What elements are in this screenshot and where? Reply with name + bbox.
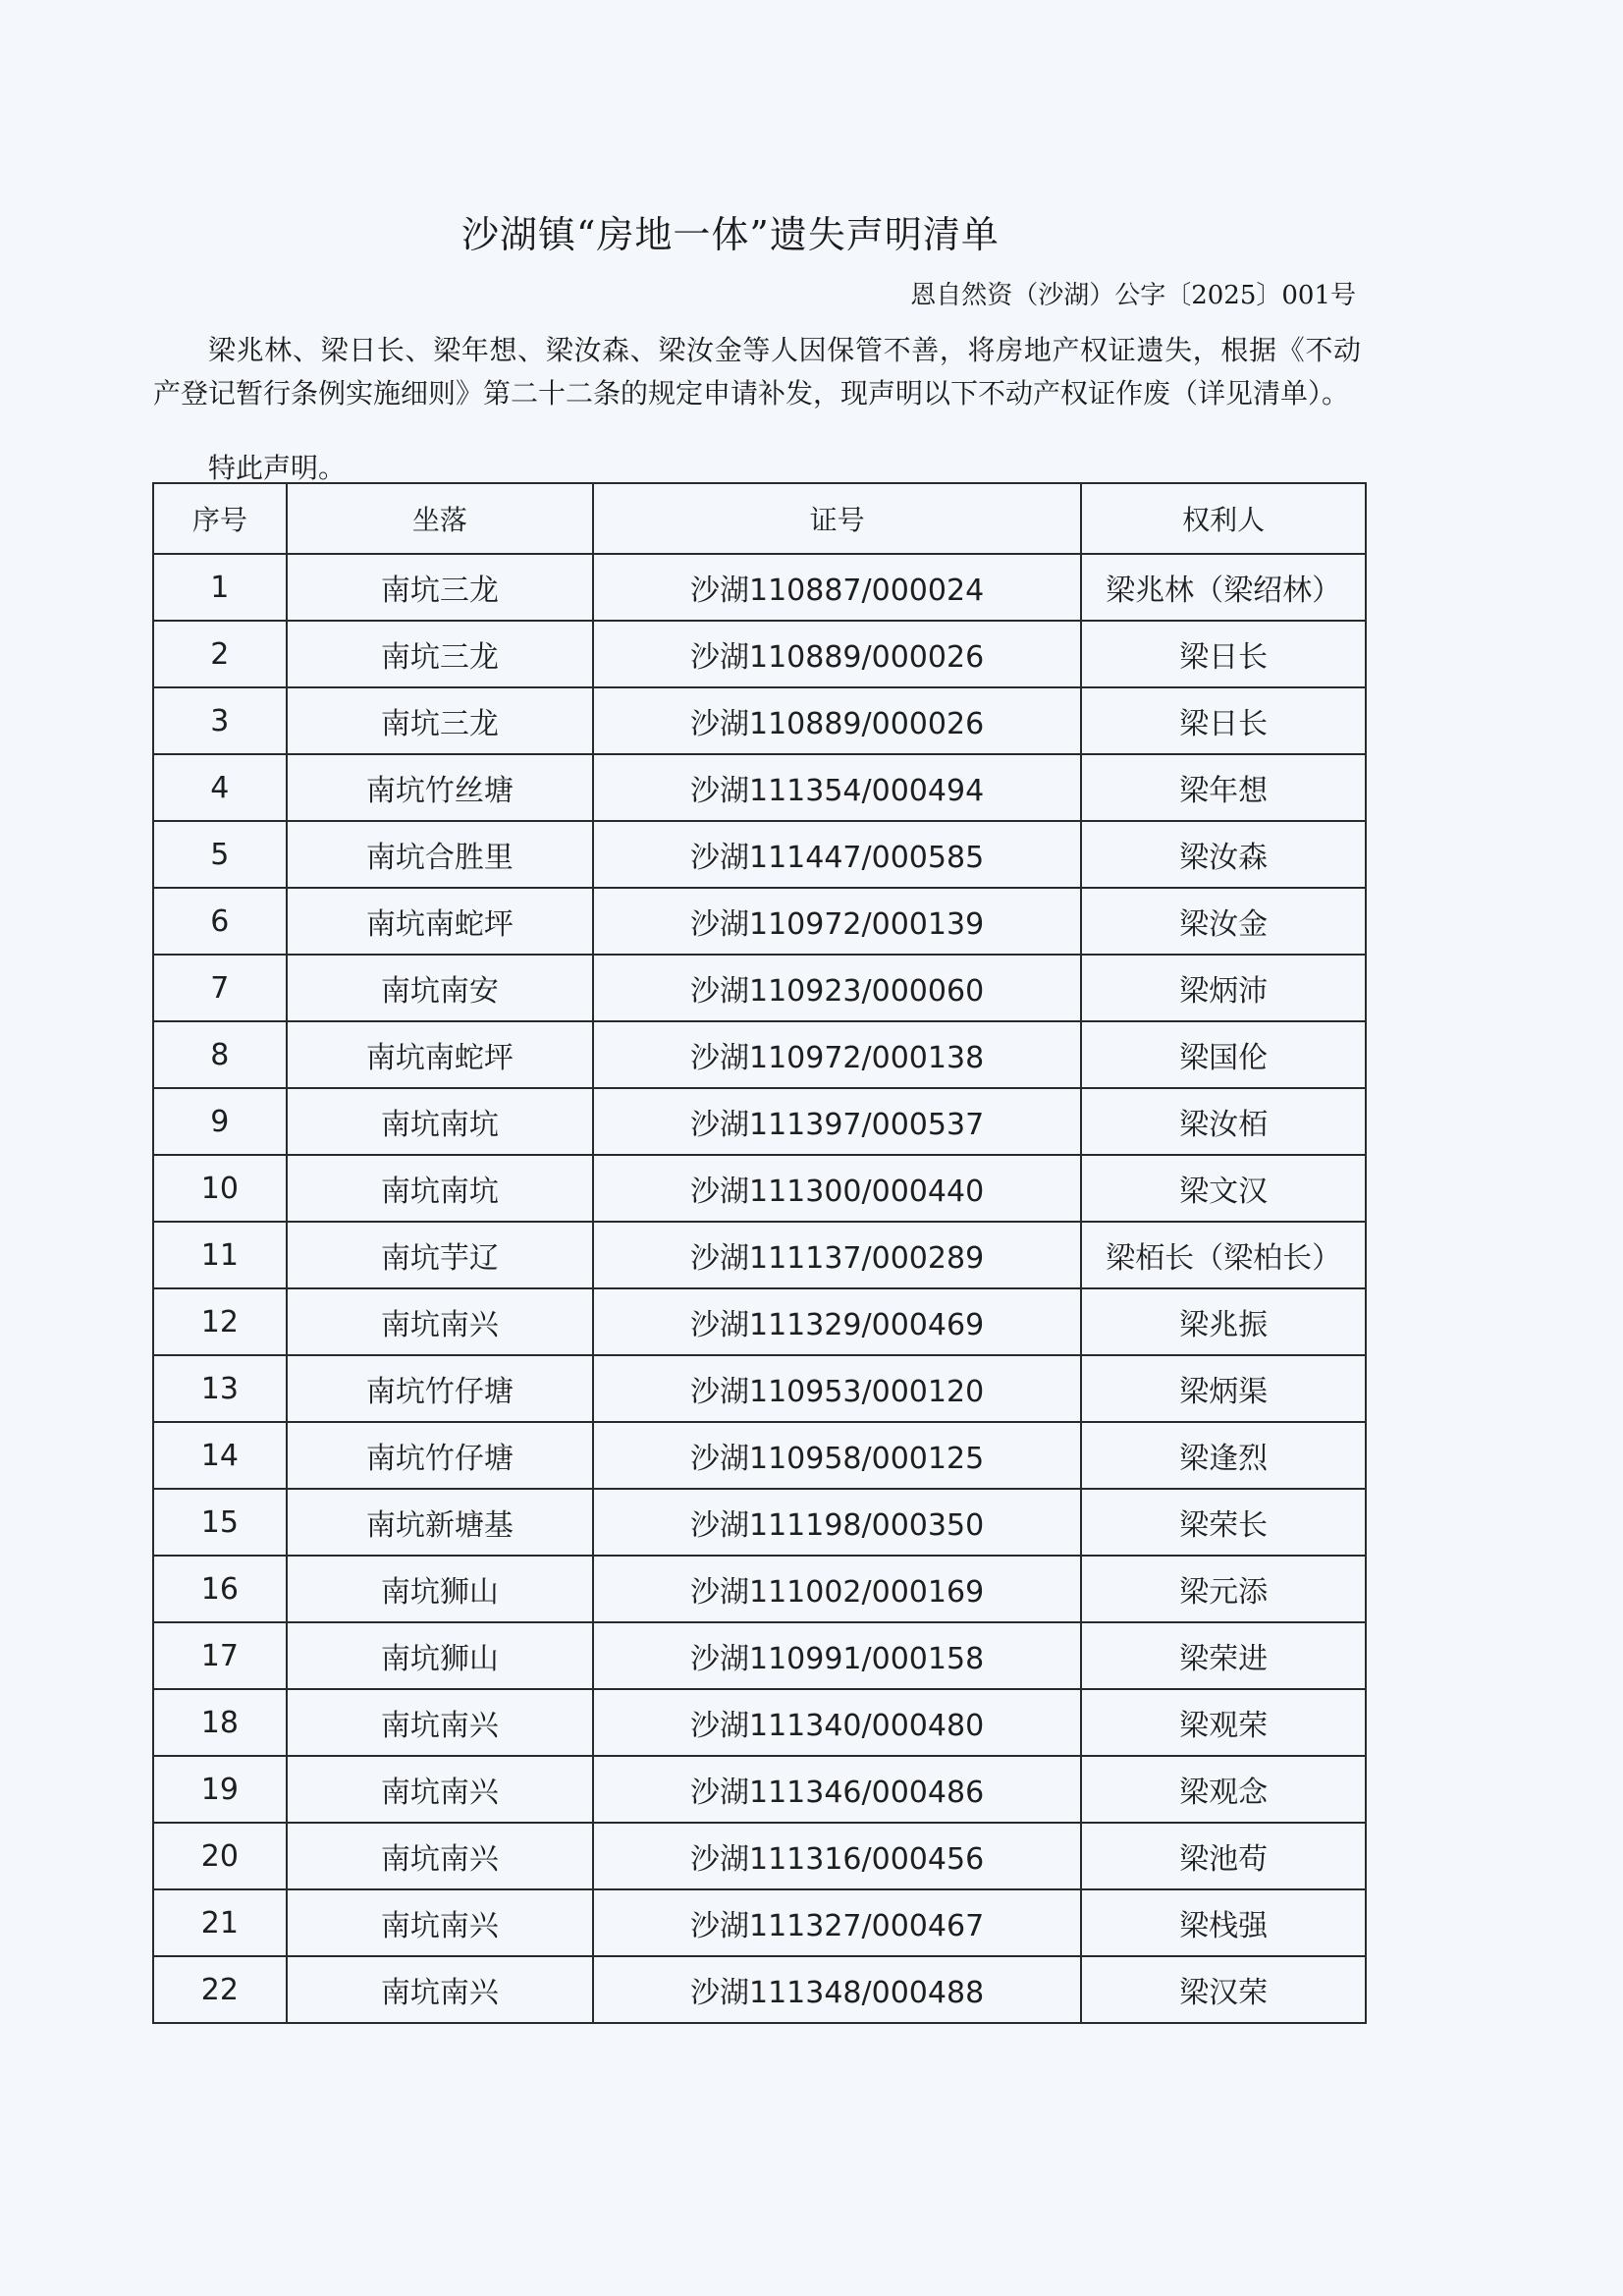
lost-certificate-table	[152, 482, 1367, 2024]
declaration-body	[153, 329, 1361, 415]
cell-location: 南坑三龙	[287, 554, 593, 621]
cell-seq: 13	[153, 1355, 287, 1422]
cell-location: 南坑新塘基	[287, 1489, 593, 1556]
cell-cert-no: 沙湖110972/000139	[593, 888, 1081, 955]
table-row	[153, 1689, 1366, 1756]
cell-location: 南坑南兴	[287, 1823, 593, 1889]
cell-cert-no: 沙湖110972/000138	[593, 1021, 1081, 1088]
cell-cert-no: 沙湖111348/000488	[593, 1956, 1081, 2023]
cell-seq: 12	[153, 1288, 287, 1355]
header-cert-no: 证号	[593, 483, 1081, 554]
table-row	[153, 621, 1366, 687]
cell-owner: 梁汝森	[1081, 821, 1366, 888]
cell-cert-no: 沙湖111340/000480	[593, 1689, 1081, 1756]
cell-seq: 16	[153, 1556, 287, 1622]
cell-seq: 5	[153, 821, 287, 888]
cell-seq: 22	[153, 1956, 287, 2023]
cell-location: 南坑南兴	[287, 1956, 593, 2023]
cell-seq: 21	[153, 1889, 287, 1956]
cell-location: 南坑竹丝塘	[287, 754, 593, 821]
cell-seq: 15	[153, 1489, 287, 1556]
cell-seq: 1	[153, 554, 287, 621]
cell-location: 南坑南兴	[287, 1689, 593, 1756]
cell-owner: 梁兆林（梁绍林）	[1081, 554, 1366, 621]
cell-owner: 梁炳渠	[1081, 1355, 1366, 1422]
cell-seq: 20	[153, 1823, 287, 1889]
cell-cert-no: 沙湖111002/000169	[593, 1556, 1081, 1622]
cell-owner: 梁兆振	[1081, 1288, 1366, 1355]
table-row	[153, 554, 1366, 621]
cell-seq: 7	[153, 955, 287, 1021]
cell-cert-no: 沙湖110923/000060	[593, 955, 1081, 1021]
cell-owner: 梁文汉	[1081, 1155, 1366, 1222]
cell-cert-no: 沙湖111327/000467	[593, 1889, 1081, 1956]
cell-cert-no: 沙湖111397/000537	[593, 1088, 1081, 1155]
cell-location: 南坑三龙	[287, 687, 593, 754]
cell-seq: 4	[153, 754, 287, 821]
cell-location: 南坑狮山	[287, 1556, 593, 1622]
cell-cert-no: 沙湖111354/000494	[593, 754, 1081, 821]
cell-cert-no: 沙湖111300/000440	[593, 1155, 1081, 1222]
cell-seq: 11	[153, 1222, 287, 1288]
cell-location: 南坑竹仔塘	[287, 1422, 593, 1489]
cell-owner: 梁炳沛	[1081, 955, 1366, 1021]
table-row	[153, 754, 1366, 821]
declaration-paragraph: 梁兆林、梁日长、梁年想、梁汝森、梁汝金等人因保管不善，将房地产权证遗失，根据《不动产登记暂行条例实施细则》第二十二条的规定申请补发，现声明以下不动产权证作废（详见清单）。	[153, 334, 1361, 410]
cell-location: 南坑合胜里	[287, 821, 593, 888]
table-row	[153, 1088, 1366, 1155]
cell-owner: 梁汉荣	[1081, 1956, 1366, 2023]
cell-location: 南坑南蛇坪	[287, 1021, 593, 1088]
cell-location: 南坑三龙	[287, 621, 593, 687]
cell-owner: 梁栈强	[1081, 1889, 1366, 1956]
cell-location: 南坑竹仔塘	[287, 1355, 593, 1422]
table-row	[153, 1622, 1366, 1689]
table-row	[153, 1288, 1366, 1355]
table-body	[153, 554, 1366, 2023]
table-row	[153, 1956, 1366, 2023]
table-row	[153, 888, 1366, 955]
cell-cert-no: 沙湖110889/000026	[593, 621, 1081, 687]
table-row	[153, 1422, 1366, 1489]
cell-location: 南坑狮山	[287, 1622, 593, 1689]
cell-cert-no: 沙湖111198/000350	[593, 1489, 1081, 1556]
header-owner: 权利人	[1081, 483, 1366, 554]
cell-seq: 6	[153, 888, 287, 955]
cell-location: 南坑南兴	[287, 1756, 593, 1823]
cell-location: 南坑南安	[287, 955, 593, 1021]
cell-seq: 19	[153, 1756, 287, 1823]
table-row	[153, 1222, 1366, 1288]
cell-seq: 17	[153, 1622, 287, 1689]
cell-seq: 18	[153, 1689, 287, 1756]
cell-seq: 14	[153, 1422, 287, 1489]
table-row	[153, 1756, 1366, 1823]
cell-owner: 梁荣进	[1081, 1622, 1366, 1689]
cell-owner: 梁日长	[1081, 621, 1366, 687]
cell-cert-no: 沙湖111329/000469	[593, 1288, 1081, 1355]
cell-cert-no: 沙湖110958/000125	[593, 1422, 1081, 1489]
cell-owner: 梁栢长（梁柏长）	[1081, 1222, 1366, 1288]
cell-owner: 梁逢烈	[1081, 1422, 1366, 1489]
cell-seq: 3	[153, 687, 287, 754]
cell-cert-no: 沙湖111447/000585	[593, 821, 1081, 888]
cell-location: 南坑南兴	[287, 1889, 593, 1956]
cell-owner: 梁观荣	[1081, 1689, 1366, 1756]
cell-owner: 梁年想	[1081, 754, 1366, 821]
cell-location: 南坑南蛇坪	[287, 888, 593, 955]
cell-owner: 梁元添	[1081, 1556, 1366, 1622]
table-row	[153, 687, 1366, 754]
table-row	[153, 1823, 1366, 1889]
header-seq: 序号	[153, 483, 287, 554]
cell-owner: 梁汝栢	[1081, 1088, 1366, 1155]
declaration-closing: 特此声明。	[208, 452, 347, 484]
cell-owner: 梁荣长	[1081, 1489, 1366, 1556]
table-row	[153, 1489, 1366, 1556]
cell-seq: 2	[153, 621, 287, 687]
table-row	[153, 1355, 1366, 1422]
cell-cert-no: 沙湖110991/000158	[593, 1622, 1081, 1689]
cell-cert-no: 沙湖111316/000456	[593, 1823, 1081, 1889]
header-location: 坐落	[287, 483, 593, 554]
table-header-row	[153, 483, 1366, 554]
table-row	[153, 955, 1366, 1021]
cell-location: 南坑南坑	[287, 1155, 593, 1222]
cell-location: 南坑芋辽	[287, 1222, 593, 1288]
cell-owner: 梁池苟	[1081, 1823, 1366, 1889]
cell-cert-no: 沙湖110889/000026	[593, 687, 1081, 754]
cell-owner: 梁汝金	[1081, 888, 1366, 955]
cell-owner: 梁日长	[1081, 687, 1366, 754]
cell-location: 南坑南坑	[287, 1088, 593, 1155]
cell-seq: 8	[153, 1021, 287, 1088]
cell-owner: 梁国伦	[1081, 1021, 1366, 1088]
cell-seq: 9	[153, 1088, 287, 1155]
document-number: 恩自然资（沙湖）公字〔2025〕001号	[910, 281, 1356, 310]
cell-owner: 梁观念	[1081, 1756, 1366, 1823]
cell-cert-no: 沙湖111346/000486	[593, 1756, 1081, 1823]
cell-cert-no: 沙湖110953/000120	[593, 1355, 1081, 1422]
table-row	[153, 1155, 1366, 1222]
document-title: 沙湖镇“房地一体”遗失声明清单	[461, 213, 1000, 256]
table-row	[153, 1021, 1366, 1088]
table-row	[153, 1556, 1366, 1622]
cell-seq: 10	[153, 1155, 287, 1222]
cell-cert-no: 沙湖111137/000289	[593, 1222, 1081, 1288]
cell-cert-no: 沙湖110887/000024	[593, 554, 1081, 621]
table-row	[153, 821, 1366, 888]
cell-location: 南坑南兴	[287, 1288, 593, 1355]
table-row	[153, 1889, 1366, 1956]
